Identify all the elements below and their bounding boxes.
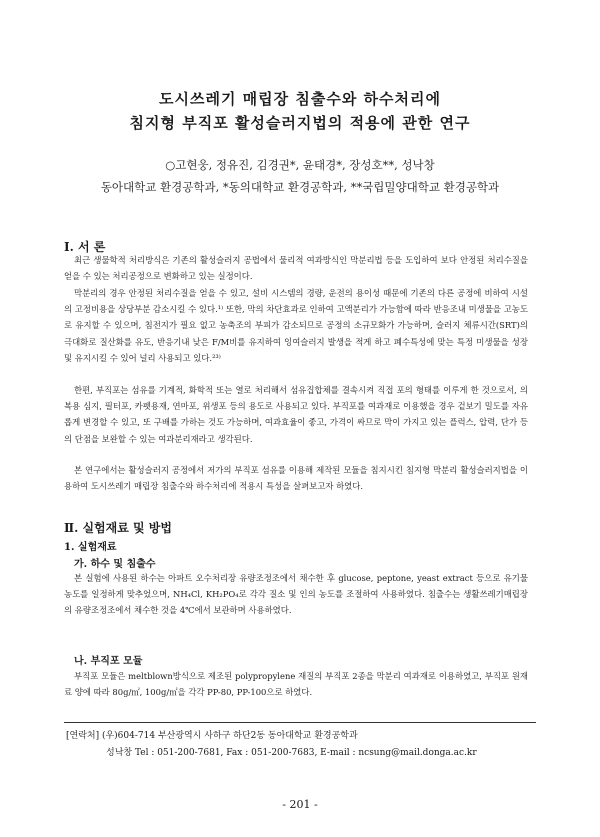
section-methods-heading: Ⅱ. 실험재료 및 방법 [64,521,172,535]
section-introduction-heading: Ⅰ. 서 론 [64,240,106,254]
subsection-module-heading: 나. 부직포 모듈 [74,656,143,667]
footnote-divider [64,722,536,723]
subsection-wastewater-heading: 가. 하수 및 침출수 [74,559,156,570]
affiliation-list: 동아대학교 환경공학과, *동의대학교 환경공학과, **국립밀양대학교 환경공학과 [100,180,500,194]
contact-details: 성낙창 Tel : 051-200-7681, Fax : 051-200-7683, E-mail : ncsung@mail.donga.ac.kr [106,748,477,758]
subsection-materials-heading: 1. 실험재료 [64,542,117,553]
intro-paragraph-3: 한편, 부직포는 섬유를 기계적, 화학적 또는 열로 처리해서 섬유집합체를 결속시켜 직접 포의 형태를 이루게 한 것으로서, 의복용 심지, 필터포, 카펫용재, 연마포, 위생포 등의 용도로 사용되고 있다. 부직포를 여과재로 이용했을 경우 겉보기 밀도를 자유롭게 변경할 수 있고, 또 구배를 가하는 것도 가능하며, 여과효율이 좋고, 가격이 싸므로 막이 가지고 있는 플럭스, 압력, 단가 등의 단점을 보완할 수 있는 여과분리재라고 생각된다. [64,385,528,444]
paper-title-line1: 도시쓰레기 매립장 침출수와 하수처리에 [159,90,441,108]
author-list: ○고현웅, 정유진, 김경권*, 윤태경*, 장성호**, 성낙창 [165,158,435,172]
intro-paragraph-4: 본 연구에서는 활성슬러지 공정에서 저가의 부직포 섬유를 이용해 제작된 모듈을 침지시킨 침지형 막분리 활성슬러지법을 이용하여 도시쓰레기 매립장 침출수와 하수처리에 적용시 특성을 살펴보고자 하였다. [64,465,528,492]
paper-title-line2: 침지형 부직포 활성슬러지법의 적용에 관한 연구 [129,114,471,132]
intro-paragraph-1: 최근 생물학적 처리방식은 기존의 활성슬러지 공법에서 물리적 여과방식인 막분리법 등을 도입하여 보다 안정된 처리수질을 얻을 수 있는 처리공정으로 변화하고 있는 실정이다. [64,255,528,282]
page-number: - 201 - [282,798,318,811]
materials-paragraph-2: 부직포 모듈은 meltblown방식으로 제조된 polypropylene 재질의 부직포 2종을 막분리 여과재로 이용하였고, 부직포 원재료 양에 따라 80g/㎡, 100g/㎡을 각각 PP-80, PP-100으로 하였다. [64,671,528,698]
materials-paragraph-1: 본 실험에 사용된 하수는 아파트 오수처리장 유량조정조에서 채수한 후 glucose, peptone, yeast extract 등으로 유기물 농도를 일정하게 맞추었으며, NH₄Cl, KH₂PO₄로 각각 질소 및 인의 농도를 조절하여 사용하였다. 침출수는 생활쓰레기매립장의 유량조정조에서 채수한 것을 4℃에서 보관하며 사용하였다. [64,573,528,616]
contact-address: [연락처] (우)604-714 부산광역시 사하구 하단2동 동아대학교 환경공학과 [66,731,358,741]
intro-paragraph-2: 막분리의 경우 안정된 처리수질을 얻을 수 있고, 설비 시스템의 경량, 운전의 용이성 때문에 기존의 다른 공정에 비하여 시설의 고정비용을 상당부분 감소시킬 수 있다.¹⁾ 또한, 막의 차단효과로 인하여 고액분리가 가능함에 따라 반응조내 미생물을 고농도로 유지할 수 있으며, 침전지가 필요 없고 농축조의 부피가 감소되므로 공정의 소규모화가 가능하며, 슬러지 체류시간(SRT)의 극대화로 질산화를 유도, 반응기내 낮은 F/M비를 유지하여 잉여슬러지 발생을 적게 하고 폐수특성에 맞는 특정 미생물을 성장 및 유지시킬 수 있어 널리 사용되고 있다.²³⁾ [64,288,528,363]
